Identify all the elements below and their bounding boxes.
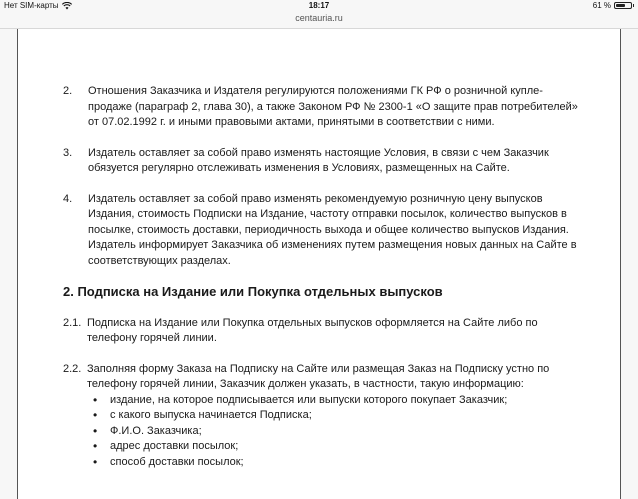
url-domain[interactable]: centauria.ru [295,13,343,23]
item-text: Заполняя форму Заказа на Подписку на Сайте или размещая Заказ на Подписку устно по телефону горячей линии, Заказчик должен указать, в частности, такую информацию: [87,362,550,390]
carrier-label: Нет SIM-карты [4,1,59,10]
status-bar [0,0,638,12]
bullet-list [87,393,583,471]
item-text: Отношения Заказчика и Издателя регулируются положениями ГК РФ о розничной купле-продаже (параграф 2, глава 30), а также Законом РФ № 2300-1 «О защите прав потребителей» от 07.02.1992 г. и иными правовыми актами, принятыми в соответствии с ними. [88,85,578,128]
list-item [63,192,583,270]
item-number: 2. [63,85,73,97]
list-item [63,146,583,177]
item-text: Издатель оставляет за собой право изменять настоящие Условия, в связи с чем Заказчик обязуется регулярно отслеживать изменения в Условиях, размещенных на Сайте. [88,146,549,174]
section-heading: 2. Подписка на Издание или Покупка отдельных выпусков [63,284,443,299]
list-item [63,362,583,471]
item-text: Издатель оставляет за собой право изменять рекомендуемую розничную цену выпусков Издания, стоимость Подписки на Издание, частоту отправки посылок, количество выпусков в посылке, стоимость доставки, периодичность выхода и общее количество выпусков Издания. Издатель информирует Заказчика об изменениях путем размещения новых данных на Сайте в соответствующих разделах. [88,192,577,267]
status-time: 18:17 [308,1,330,10]
battery-percent: 61 % [592,1,611,10]
battery-tip [633,4,634,7]
item-number: 2.2. [63,362,82,375]
item-number: 3. [63,146,73,159]
document-content [63,84,583,470]
bullet-item: • издание, на которое подписывается или выпуски которого покупает Заказчик; [87,393,583,409]
bullet-item: • с какого выпуска начинается Подписка; [87,408,583,424]
bullet-item: • Ф.И.О. Заказчика; [87,424,583,440]
item-body [87,362,583,471]
bullet-item: • адрес доставки посылок; [87,439,583,455]
address-bar[interactable] [0,12,638,29]
item-number: 4. [63,192,73,205]
list-item [63,316,583,347]
status-right [593,1,634,10]
document-page [17,29,621,499]
item-text: Подписка на Издание или Покупка отдельных выпусков оформляется на Сайте либо по телефону горячей линии. [87,316,538,344]
list-item [63,84,583,131]
battery-fill [616,4,625,7]
bullet-item: • способ доставки посылок; [87,455,583,471]
item-number: 2.1. [63,316,82,329]
battery-icon [614,2,632,9]
